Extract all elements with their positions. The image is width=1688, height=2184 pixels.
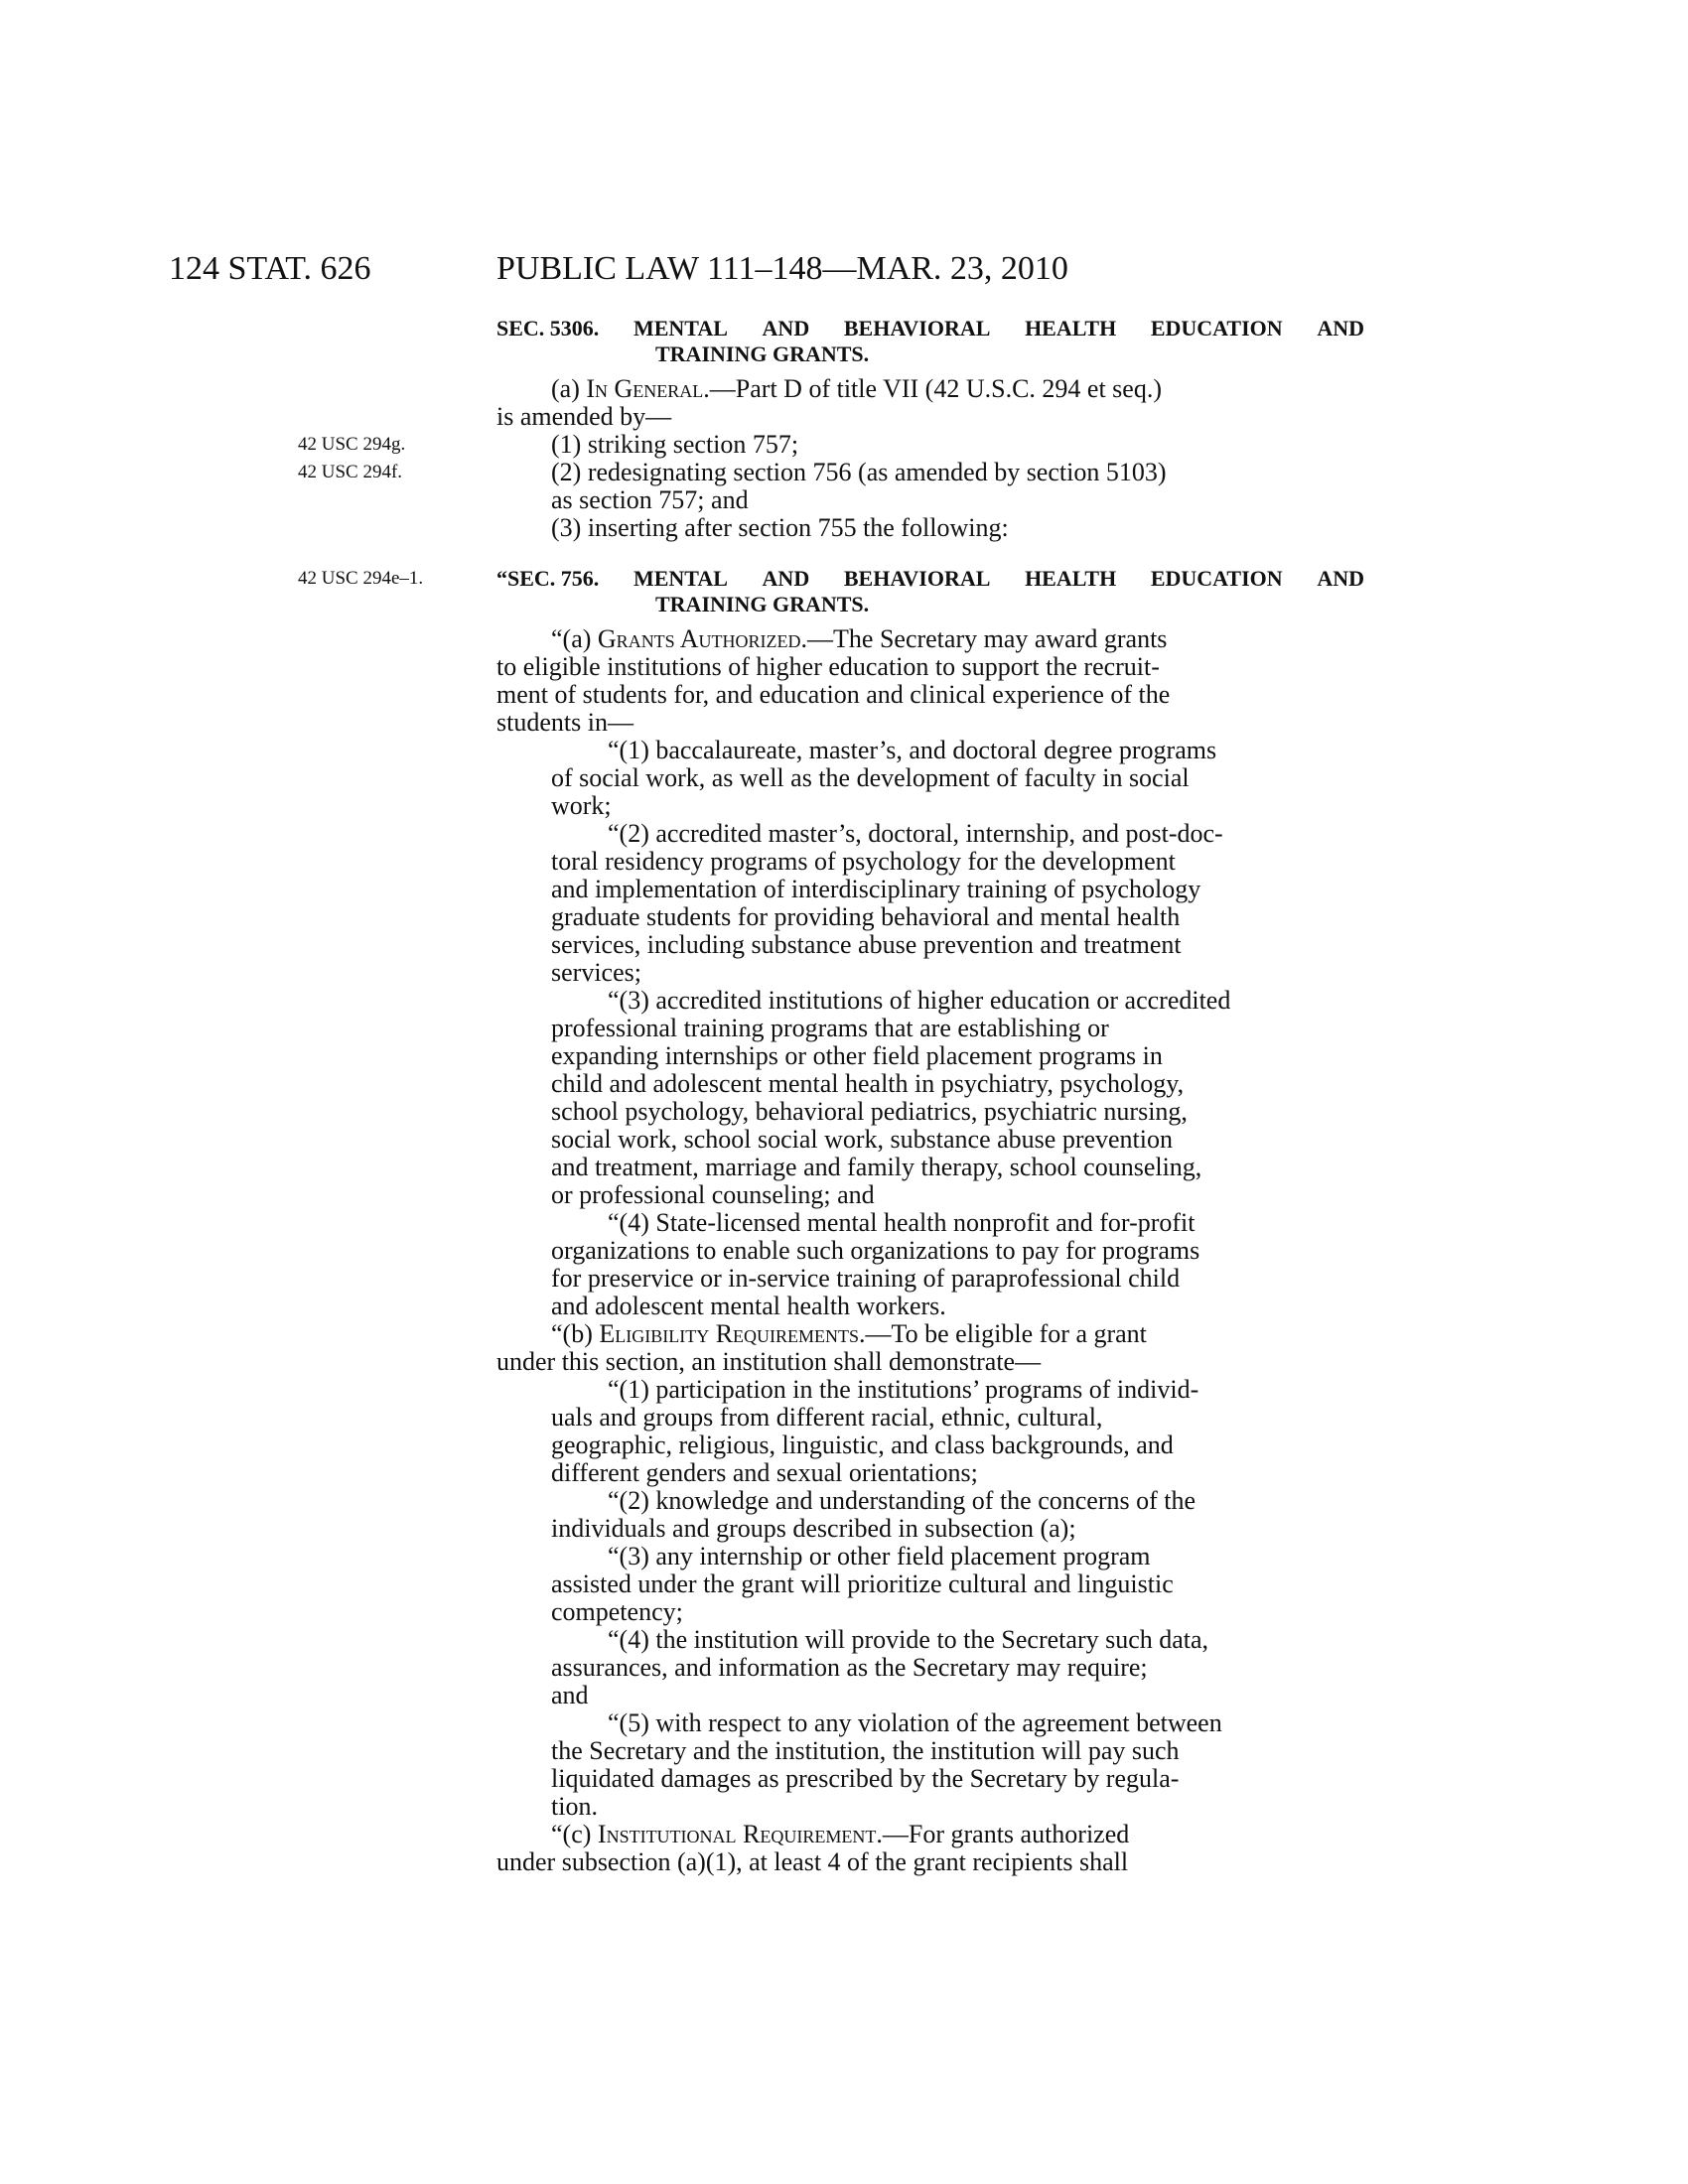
text-line: under subsection (a)(1), at least 4 of the grant recipients shall — [496, 1847, 1129, 1876]
text-line: “(b) Eligibility Requirements.—To be eligible for a grant — [551, 1319, 1147, 1348]
text-line: “(4) the institution will provide to the Secretary such data, — [608, 1625, 1209, 1654]
text-line: (1) striking section 757; — [551, 430, 799, 459]
margin-note: 42 USC 294g. — [298, 434, 406, 455]
section-5306-heading — [496, 316, 1364, 367]
section-756-heading-line2: TRAINING GRANTS. — [655, 592, 870, 616]
text-line: “(3) any internship or other field placement program — [608, 1542, 1151, 1570]
text-line: “(3) accredited institutions of higher education or accredited — [608, 986, 1231, 1015]
text-line: services, including substance abuse prevention and treatment — [551, 930, 1182, 959]
section-5306-heading-line2: TRAINING GRANTS. — [655, 341, 870, 366]
text-line: different genders and sexual orientations; — [551, 1458, 978, 1487]
text-line: under this section, an institution shall demonstrate— — [496, 1347, 1042, 1376]
section-756-heading-line1: “SEC. 756. MENTAL AND BEHAVIORAL HEALTH EDUCATION AND — [496, 566, 1364, 591]
text-line: graduate students for providing behavioral and mental health — [551, 902, 1181, 931]
page-reference: 124 STAT. 626 — [169, 250, 371, 287]
text-line: and — [551, 1681, 589, 1709]
text-line: “(a) Grants Authorized.—The Secretary may award grants — [551, 624, 1168, 653]
text-line: (2) redesignating section 756 (as amended by section 5103) — [551, 458, 1167, 486]
text-line: ment of students for, and education and clinical experience of the — [496, 680, 1171, 709]
margin-note: 42 USC 294e–1. — [298, 568, 424, 589]
text-line: toral residency programs of psychology for the development — [551, 847, 1176, 876]
text-line: “(4) State-licensed mental health nonprofit and for-profit — [608, 1208, 1196, 1237]
text-line: social work, school social work, substance abuse prevention — [551, 1125, 1174, 1154]
text-line: as section 757; and — [551, 485, 749, 514]
text-line: the Secretary and the institution, the institution will pay such — [551, 1736, 1180, 1765]
text-line: child and adolescent mental health in psychiatry, psychology, — [551, 1069, 1185, 1098]
text-line: students in— — [496, 708, 633, 737]
text-line: services; — [551, 958, 641, 987]
text-line: and treatment, marriage and family therapy, school counseling, — [551, 1153, 1202, 1181]
text-line: expanding internships or other field placement programs in — [551, 1041, 1163, 1070]
text-line: “(5) with respect to any violation of the agreement between — [608, 1708, 1222, 1737]
text-line: assisted under the grant will prioritize cultural and linguistic — [551, 1570, 1174, 1598]
margin-note: 42 USC 294f. — [298, 462, 403, 482]
text-line: or professional counseling; and — [551, 1180, 875, 1209]
text-line: is amended by— — [496, 402, 672, 431]
text-line: for preservice or in-service training of paraprofessional child — [551, 1264, 1181, 1293]
text-line: geographic, religious, linguistic, and class backgrounds, and — [551, 1431, 1174, 1459]
text-line: “(1) baccalaureate, master’s, and doctoral degree programs — [608, 736, 1217, 764]
text-line: competency; — [551, 1597, 683, 1626]
text-line: (a) In General.—Part D of title VII (42 U.S.C. 294 et seq.) — [551, 374, 1162, 403]
text-line: work; — [551, 791, 612, 820]
text-line: “(c) Institutional Requirement.—For grants authorized — [551, 1820, 1130, 1848]
section-5306-heading-line1: SEC. 5306. MENTAL AND BEHAVIORAL HEALTH EDUCATION AND — [496, 316, 1364, 341]
text-line: uals and groups from different racial, ethnic, cultural, — [551, 1403, 1103, 1432]
text-line: organizations to enable such organizations to pay for programs — [551, 1236, 1200, 1265]
text-line: liquidated damages as prescribed by the Secretary by regula- — [551, 1764, 1180, 1793]
text-line: individuals and groups described in subsection (a); — [551, 1514, 1076, 1543]
text-line: (3) inserting after section 755 the following: — [551, 513, 1009, 542]
text-line: “(2) accredited master’s, doctoral, internship, and post-doc- — [608, 819, 1223, 848]
text-line: to eligible institutions of higher education to support the recruit- — [496, 652, 1160, 681]
page-title: PUBLIC LAW 111–148—MAR. 23, 2010 — [496, 250, 1068, 287]
text-line: of social work, as well as the development of faculty in social — [551, 763, 1190, 792]
text-line: school psychology, behavioral pediatrics, psychiatric nursing, — [551, 1097, 1188, 1126]
text-line: assurances, and information as the Secretary may require; — [551, 1653, 1148, 1682]
text-line: “(1) participation in the institutions’ programs of individ- — [608, 1375, 1199, 1404]
text-line: “(2) knowledge and understanding of the concerns of the — [608, 1486, 1196, 1515]
text-line: professional training programs that are establishing or — [551, 1014, 1109, 1042]
text-line: and adolescent mental health workers. — [551, 1292, 946, 1320]
text-line: and implementation of interdisciplinary training of psychology — [551, 875, 1201, 903]
section-756-heading — [496, 566, 1364, 617]
text-line: tion. — [551, 1792, 598, 1821]
